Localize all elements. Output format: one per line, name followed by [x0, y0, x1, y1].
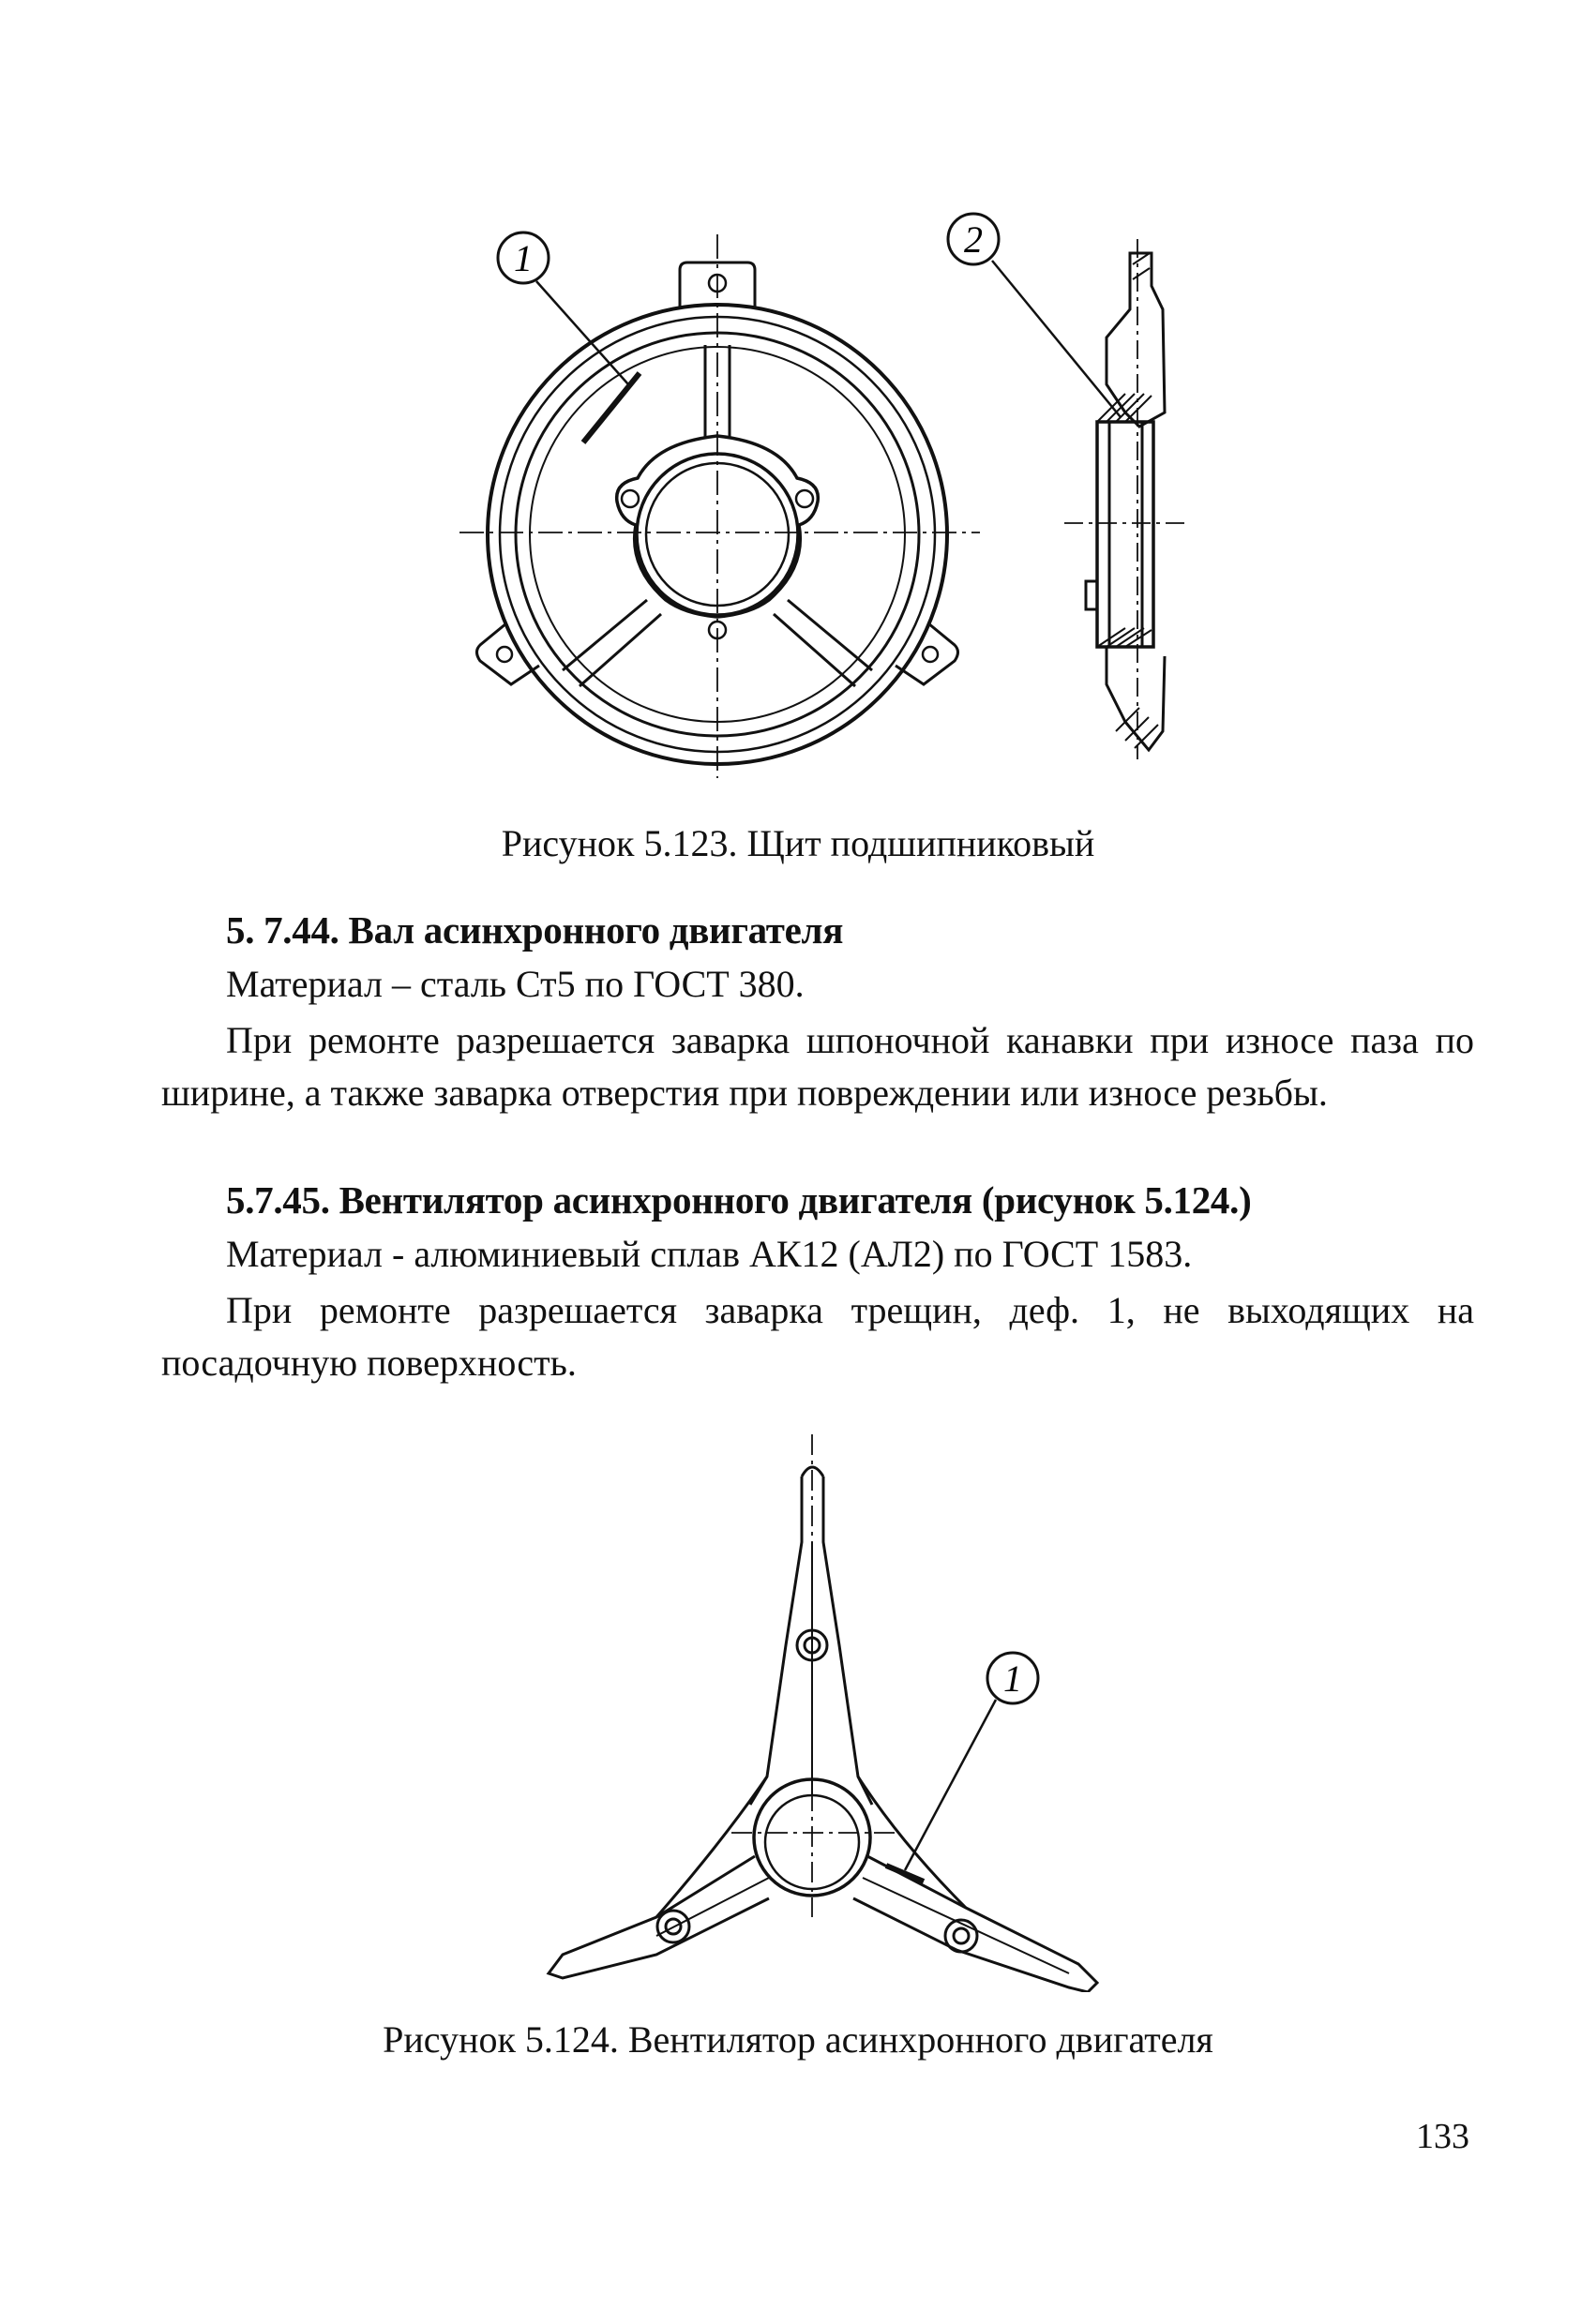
fan-callout-label-1: 1: [1003, 1657, 1022, 1700]
callout-label-1: 1: [514, 237, 533, 279]
callout-label-2: 2: [964, 218, 983, 261]
figure-5-123-caption: Рисунок 5.123. Щит подшипниковый: [501, 822, 1095, 864]
section-5-7-45-repair: При ремонте разрешается заварка трещин, деф. 1, не выходящих на посадочную поверхность.: [161, 1289, 1474, 1384]
figure-5-124-caption: Рисунок 5.124. Вентилятор асинхронного двигателя: [383, 2018, 1213, 2061]
section-5-7-44-repair: При ремонте разрешается заварка шпоночной канавки при износе паза по ширине, а также заварка отверстия при повреждении или износе резьбы.: [161, 1019, 1474, 1114]
section-5-7-45-material: Материал - алюминиевый сплав АК12 (АЛ2) по ГОСТ 1583.: [226, 1233, 1193, 1275]
bearing-shield-drawing: [0, 197, 1596, 778]
figure-fan: [0, 1430, 1596, 1992]
fan-drawing: [0, 1430, 1596, 1992]
section-5-7-45-title: 5.7.45. Вентилятор асинхронного двигателя (рисунок 5.124.): [226, 1178, 1252, 1222]
section-5-7-44-material: Материал – сталь Ст5 по ГОСТ 380.: [226, 963, 805, 1005]
figure-bearing-shield: [0, 197, 1596, 778]
section-5-7-44-title: 5. 7.44. Вал асинхронного двигателя: [226, 908, 844, 952]
page-number: 133: [1416, 2117, 1469, 2156]
